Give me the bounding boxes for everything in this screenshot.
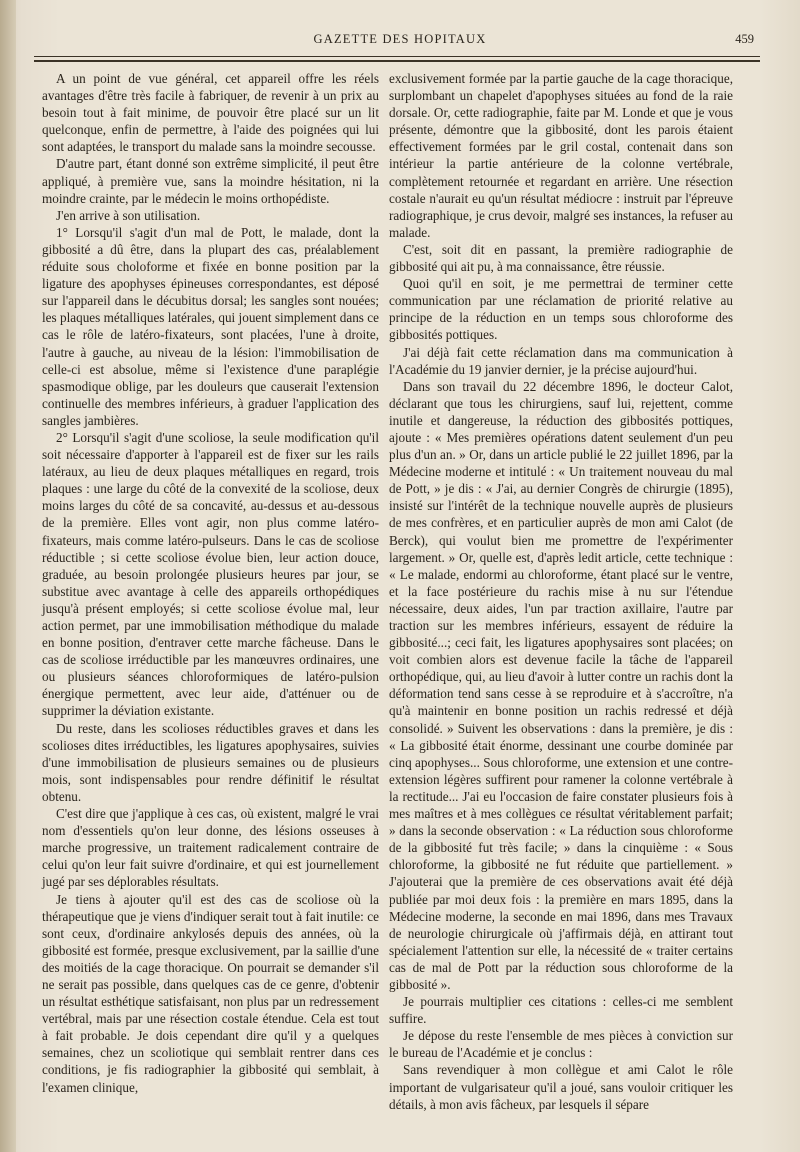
header-rule-thick <box>34 60 760 62</box>
running-title: GAZETTE DES HOPITAUX <box>313 32 487 46</box>
paragraph: exclusivement formée par la partie gauche de la cage thoracique, surplombant un chapelet d'apophyses situées au fond de la raie dorsale. Or, cette radiographie, faite par M. Londe et que je vous présente, démontre que la gibbosité, dont les parois étaient effectivement formées par le gril costal, contenait dans son intérieur la partie antérieure de la colonne vertébrale, complètement retournée et regardant en arrière. Une résection costale n'aurait eu qu'un résultat médiocre : instruit par l'épreuve radiographique, je crus devoir, malgré ses instances, la refuser au malade. <box>389 71 733 240</box>
paragraph: 2° Lorsqu'il s'agit d'une scoliose, la seule modification qu'il soit nécessaire d'apporter à l'appareil est de fixer sur les rails latéraux, au lieu de deux plaques métalliques en regard, trois plaques : une large du côté de la convexité de la scoliose, deux moins larges du côté de sa concavité, au-dessus et au-dessous de la première. Elles vont agir, non plus comme latéro-fixateurs, mais comme latéro-pulseurs. Dans le cas de scoliose réductible ; si cette scoliose évolue bien, leur action douce, graduée, au besoin prolongée plusieurs heures par jour, se substitue avec avantage à celle des appareils orthopédiques jusqu'à présent employés; si cette scoliose évolue mal, leur action permet, par une immobilisation méthodique du malade en bonne position, d'entraver cette marche fâcheuse. Dans le cas de scoliose irréductible par les manœuvres ordinaires, une ou plusieurs séances chloroformiques de latéro-pulsion énergique permettent, avec leur aide, d'atténuer ou de supprimer la déviation existante. <box>42 429 379 719</box>
page-number: 459 <box>735 32 754 46</box>
paragraph: D'autre part, étant donné son extrême simplicité, il peut être appliqué, à première vue, sans la moindre hésitation, ni la moindre crainte, par le médecin le moins orthopédiste. <box>42 156 379 206</box>
paragraph: Je pourrais multiplier ces citations : celles-ci me semblent suffire. <box>389 994 733 1027</box>
paragraph: A un point de vue général, cet appareil offre les réels avantages d'être très facile à fabriquer, de revenir à un prix au besoin tout à fait minime, de pouvoir être placé sur un lit quelconque, enfin de permettre, à l'aide des poignées qui lui sont adaptées, le transport du malade sans la moindre secousse. <box>42 71 379 155</box>
paragraph: Dans son travail du 22 décembre 1896, le docteur Calot, déclarant que tous les chirurgiens, sauf lui, rejettent, comme inutile et dangereuse, la réduction des gibbosités pottiques, ajoute : « Mes premières opérations datent seulement d'un peu plus d'un an. » Or, dans un article publié le 22 juillet 1896, par la Médecine moderne et intitulé : « Un traitement nouveau du mal de Pott, » je dis : « J'ai, au dernier Congrès de chirurgie (1895), insisté sur l'intérêt de la technique nouvelle auprès de plusieurs de mes confrères, et en particulier auprès de mon ami Calot (de Berck), qui voulut bien me promettre de l'expérimenter largement. » Or, quelle est, d'après ledit article, cette technique : « Le malade, endormi au chloroforme, étant placé sur le ventre, et la face postérieure du rachis mise à nu sur l'étendue nécessaire, deux aides, l'un par traction axillaire, l'autre par traction sur les membres inférieurs, essayent de réduire la gibbosité...; ceci fait, les ligatures apophysaires sont placées; on voit combien alors est devenue facile la tâche de l'appareil orthopédique, qui, au lieu d'avoir à lutter contre un rachis dont la déformation tend sans cesse à se reproduire et à s'accroître, n'a qu'à maintenir en bonne position un rachis redressé et déjà consolidé. » Suivent les observations : dans la première, je dis : « La gibbosité était énorme, dessinant une courbe dominée par cinq apophyses... Sous chloroforme, une extension et une contre-extension légères suffirent pour ramener la colonne vertébrale à la rectitude... J'ai eu l'occasion de faire constater plusieurs fois à mes maîtres et à mes collègues ce résultat véritablement parfait; » dans la seconde observation : « La réduction sous chloroforme de la gibbosité fut très facile; » dans la cinquième : « Sous chloroforme, la gibbosité ne fut réduite que partiellement. » J'ajouterai que la première de ces observations avait été déjà publiée par moi deux fois : la première en mars 1895, dans la Médecine moderne, la seconde en mai 1896, dans mes Travaux de neurologie chirurgicale où j'affirmais déjà, en attirant tout spécialement l'attention sur elle, la nécessité de « traiter certains cas de mal de Pott par la réduction sous chloroforme de la gibbosité ». <box>389 378 733 992</box>
left-column <box>42 70 379 1096</box>
binding-edge <box>0 0 16 1152</box>
paragraph: Je dépose du reste l'ensemble de mes pièces à conviction sur le bureau de l'Académie et je conclus : <box>389 1028 733 1061</box>
paragraph: C'est, soit dit en passant, la première radiographie de gibbosité qui ait pu, à ma connaissance, être réussie. <box>389 241 733 275</box>
paragraph: C'est dire que j'applique à ces cas, où existent, malgré le vrai nom d'essentiels qu'on leur donne, des lésions osseuses à marche progressive, un traitement radicalement contraire de celui qu'on leur fait suivre d'ordinaire, et qui est journellement jugé par ses déplorables résultats. <box>42 806 379 890</box>
paragraph: Du reste, dans les scolioses réductibles graves et dans les scolioses dites irréductibles, les ligatures apophysaires, suivies d'une immobilisation de plusieurs semaines ou de plusieurs mois, sont indispensables pour rendre définitif le résultat obtenu. <box>42 720 379 804</box>
paragraph: Quoi qu'il en soit, je me permettrai de terminer cette communication par une réclamation de priorité relative au principe de la réduction en un temps sous chloroforme des gibbosités pottiques. <box>389 276 733 343</box>
page-header <box>38 32 762 50</box>
paragraph: J'en arrive à son utilisation. <box>56 207 201 223</box>
paragraph: J'ai déjà fait cette réclamation dans ma communication à l'Académie du 19 janvier dernier, je la précise aujourd'hui. <box>389 344 733 377</box>
header-rule-thin <box>34 56 760 57</box>
paragraph: 1° Lorsqu'il s'agit d'un mal de Pott, le malade, dont la gibbosité a dû être, dans la plupart des cas, préalablement réduite sous choloforme et fixée en bonne position par la ligature des apophyses épineuses correspondantes, est déposé sur l'appareil dans le décubitus dorsal; les sangles sont nouées; les plaques métalliques latérales, qui jouent simplement dans ce cas le rôle de latéro-fixateurs, sont placées, l'une à droite, l'autre à gauche, au niveau de la lésion: l'immobilisation de celle-ci est absolue, même si l'existence d'une paraplégie spasmodique oblige, par les douleurs que causerait l'extension continuelle des membres inférieurs, à graduer l'application des sangles jambières. <box>42 224 379 428</box>
right-column <box>389 70 733 1113</box>
paragraph: Je tiens à ajouter qu'il est des cas de scoliose où la thérapeutique que je viens d'indiquer serait tout à fait inutile: ce sont ceux, d'ordinaire ankylosés depuis des années, où la gibbosité est formée, presque exclusivement, par la saillie d'une des moitiés de la cage thoracique. On pourrait se demander s'il ne serait pas possible, dans quelques cas de ce genre, d'obtenir un résultat esthétique satisfaisant, non plus par un redressement vertébral, mais par une résection costale étendue. Cela est tout à fait probable. Je dois cependant dire qu'il y a quelques semaines, chez un scoliotique qui semblait rentrer dans ces conditions, je fis radiographier la gibbosité qui semblait, à l'examen clinique, <box>42 891 379 1095</box>
paragraph: Sans revendiquer à mon collègue et ami Calot le rôle important de vulgarisateur qu'il a joué, sans vouloir critiquer les détails, à mon avis fâcheux, par lesquels il sépare <box>389 1062 733 1112</box>
